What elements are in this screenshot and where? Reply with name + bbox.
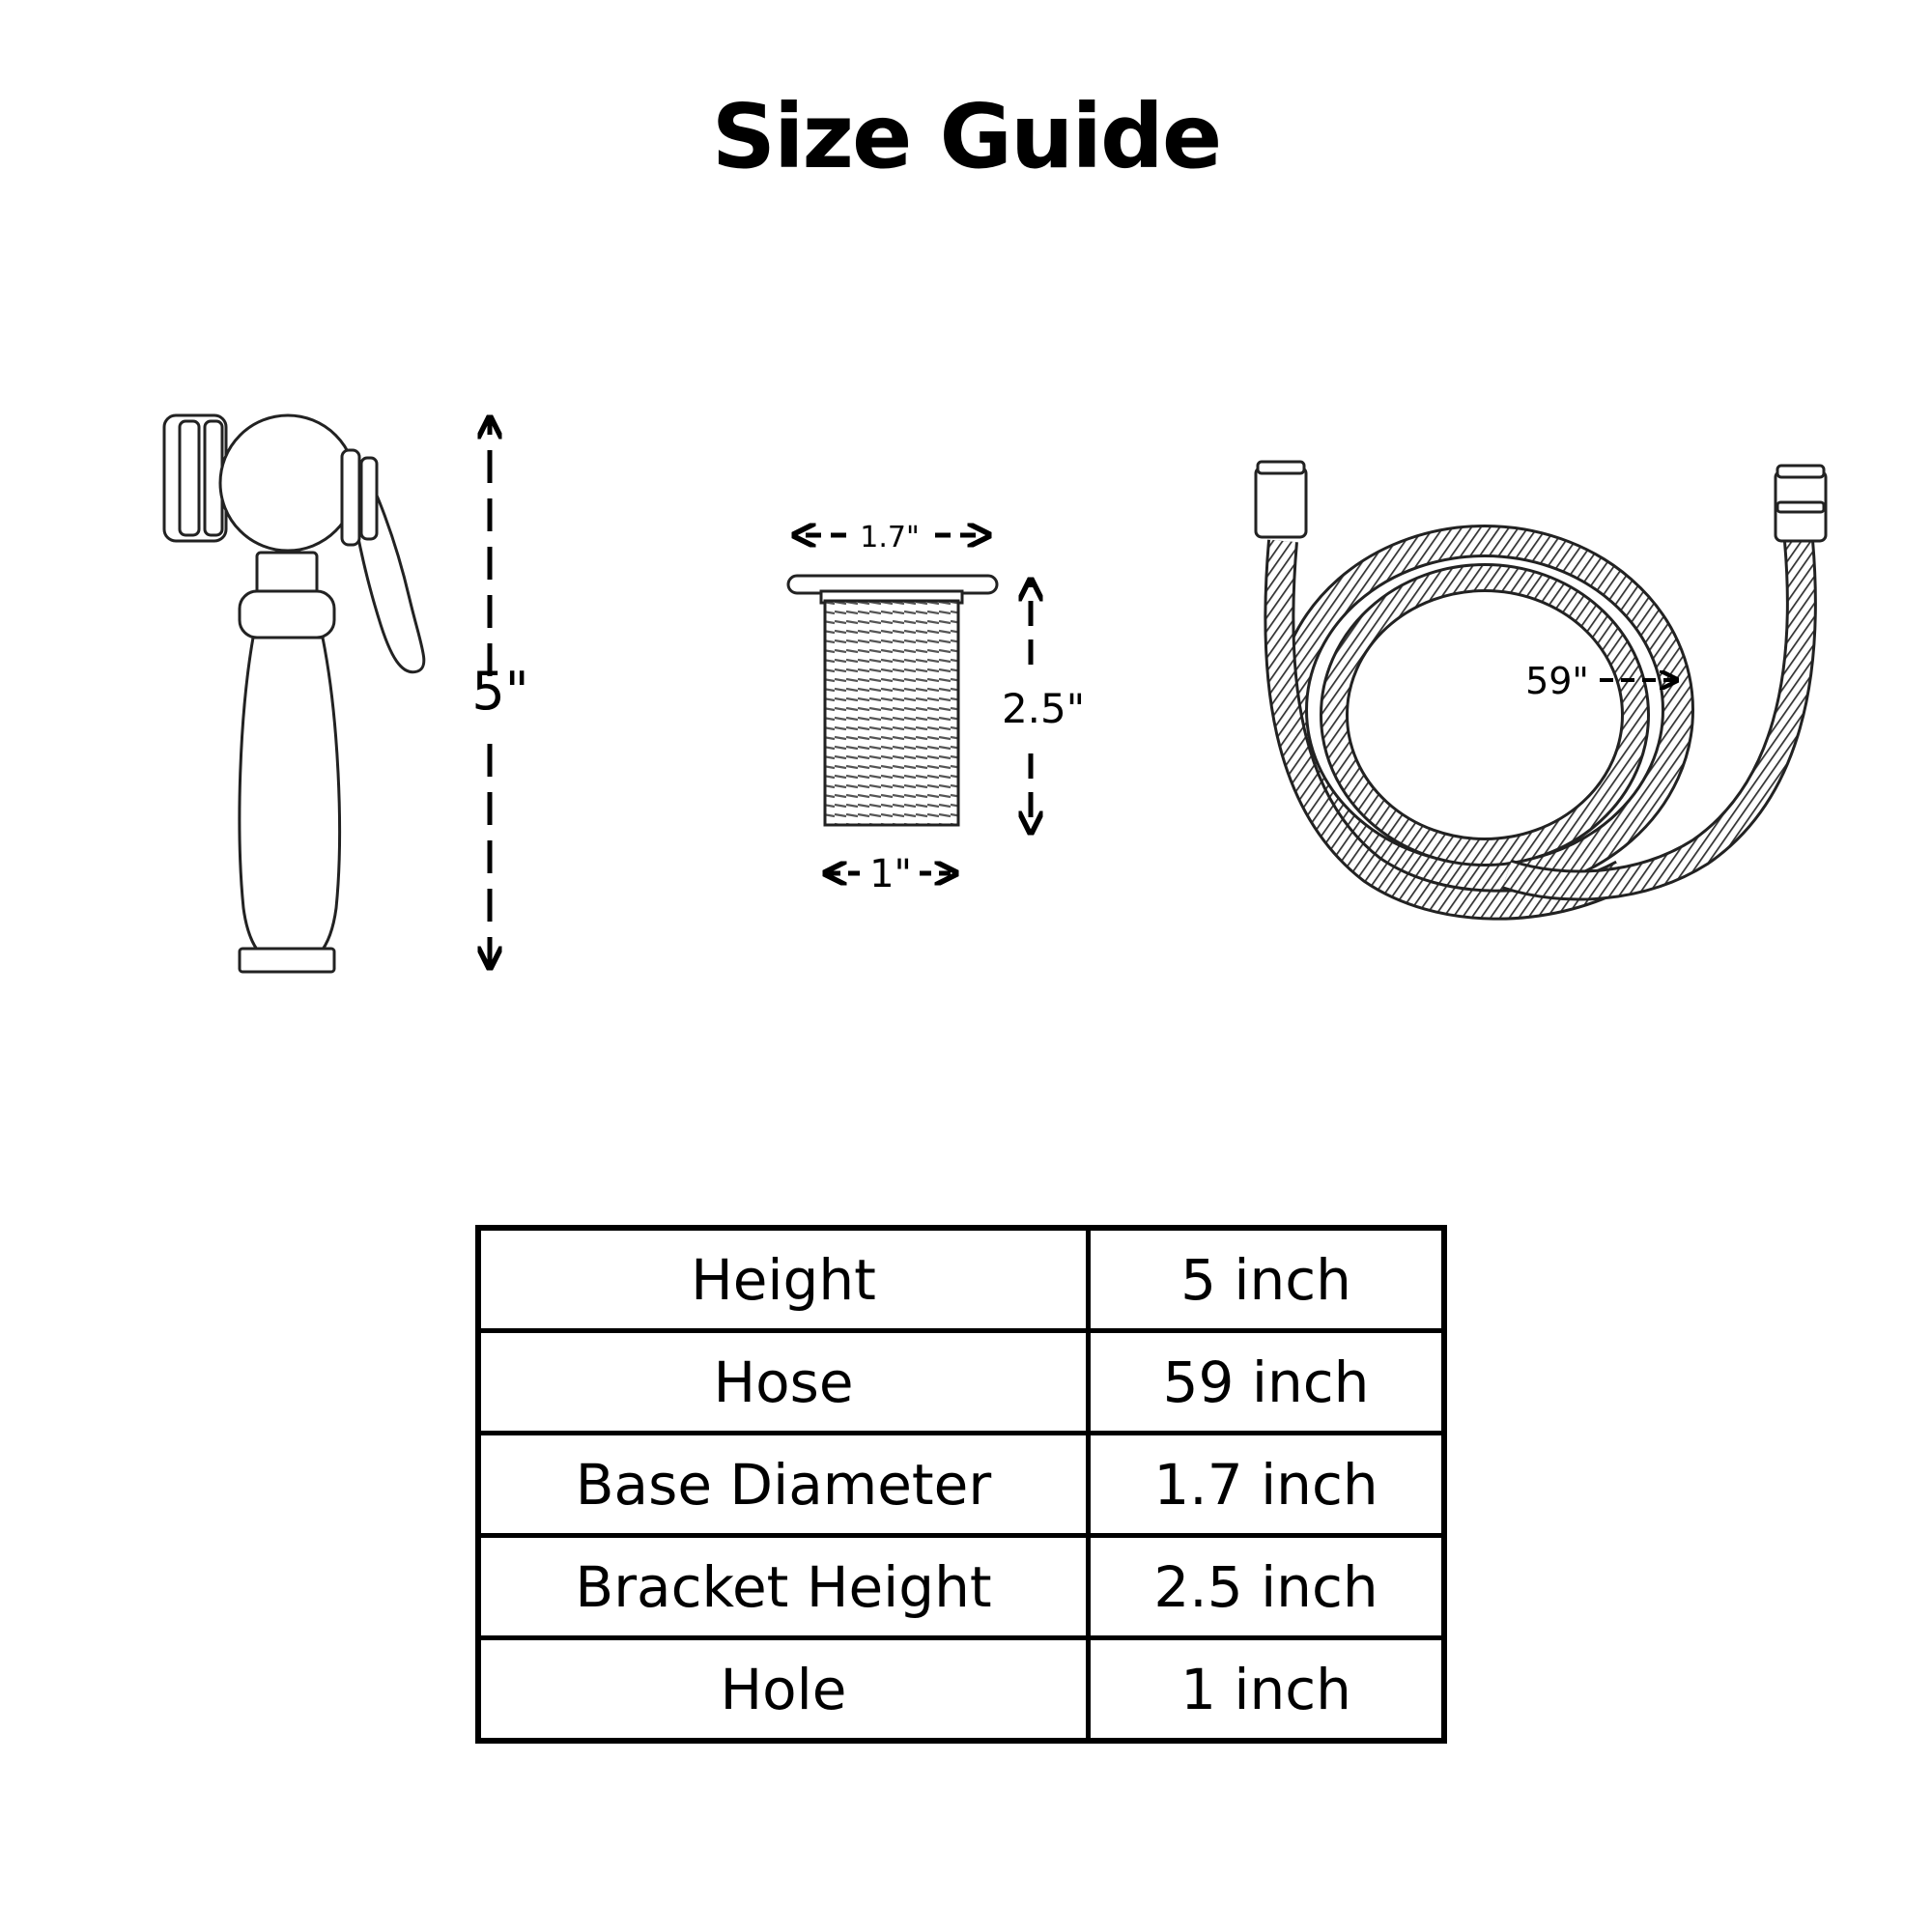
spec-label: Base Diameter — [478, 1434, 1089, 1536]
height-dimension — [471, 417, 528, 968]
spec-label: Bracket Height — [478, 1536, 1089, 1638]
spec-value: 1 inch — [1089, 1638, 1445, 1742]
base-diameter-dimension — [794, 521, 989, 554]
spec-label: Height — [478, 1228, 1089, 1331]
hand-sprayer-illustration — [164, 415, 424, 972]
spec-label: Hose — [478, 1331, 1089, 1434]
hose-length-label: 59" — [1525, 660, 1589, 702]
spec-value: 1.7 inch — [1089, 1434, 1445, 1536]
base-diameter-label: 1.7" — [860, 521, 920, 554]
table-row — [478, 1536, 1444, 1638]
height-label: 5" — [471, 661, 529, 722]
table-row — [478, 1331, 1444, 1434]
specs-table — [475, 1225, 1447, 1744]
bracket-illustration — [788, 576, 997, 825]
table-row — [478, 1228, 1444, 1331]
spec-value: 2.5 inch — [1089, 1536, 1445, 1638]
table-row — [478, 1434, 1444, 1536]
bracket-height-dimension — [1002, 580, 1085, 833]
table-row — [478, 1638, 1444, 1742]
spec-value: 5 inch — [1089, 1228, 1445, 1331]
spec-label: Hole — [478, 1638, 1089, 1742]
page-title: Size Guide — [711, 85, 1221, 188]
hole-dimension — [825, 852, 956, 896]
hole-label: 1" — [869, 852, 912, 896]
spec-value: 59 inch — [1089, 1331, 1445, 1434]
bracket-height-label: 2.5" — [1001, 685, 1086, 732]
